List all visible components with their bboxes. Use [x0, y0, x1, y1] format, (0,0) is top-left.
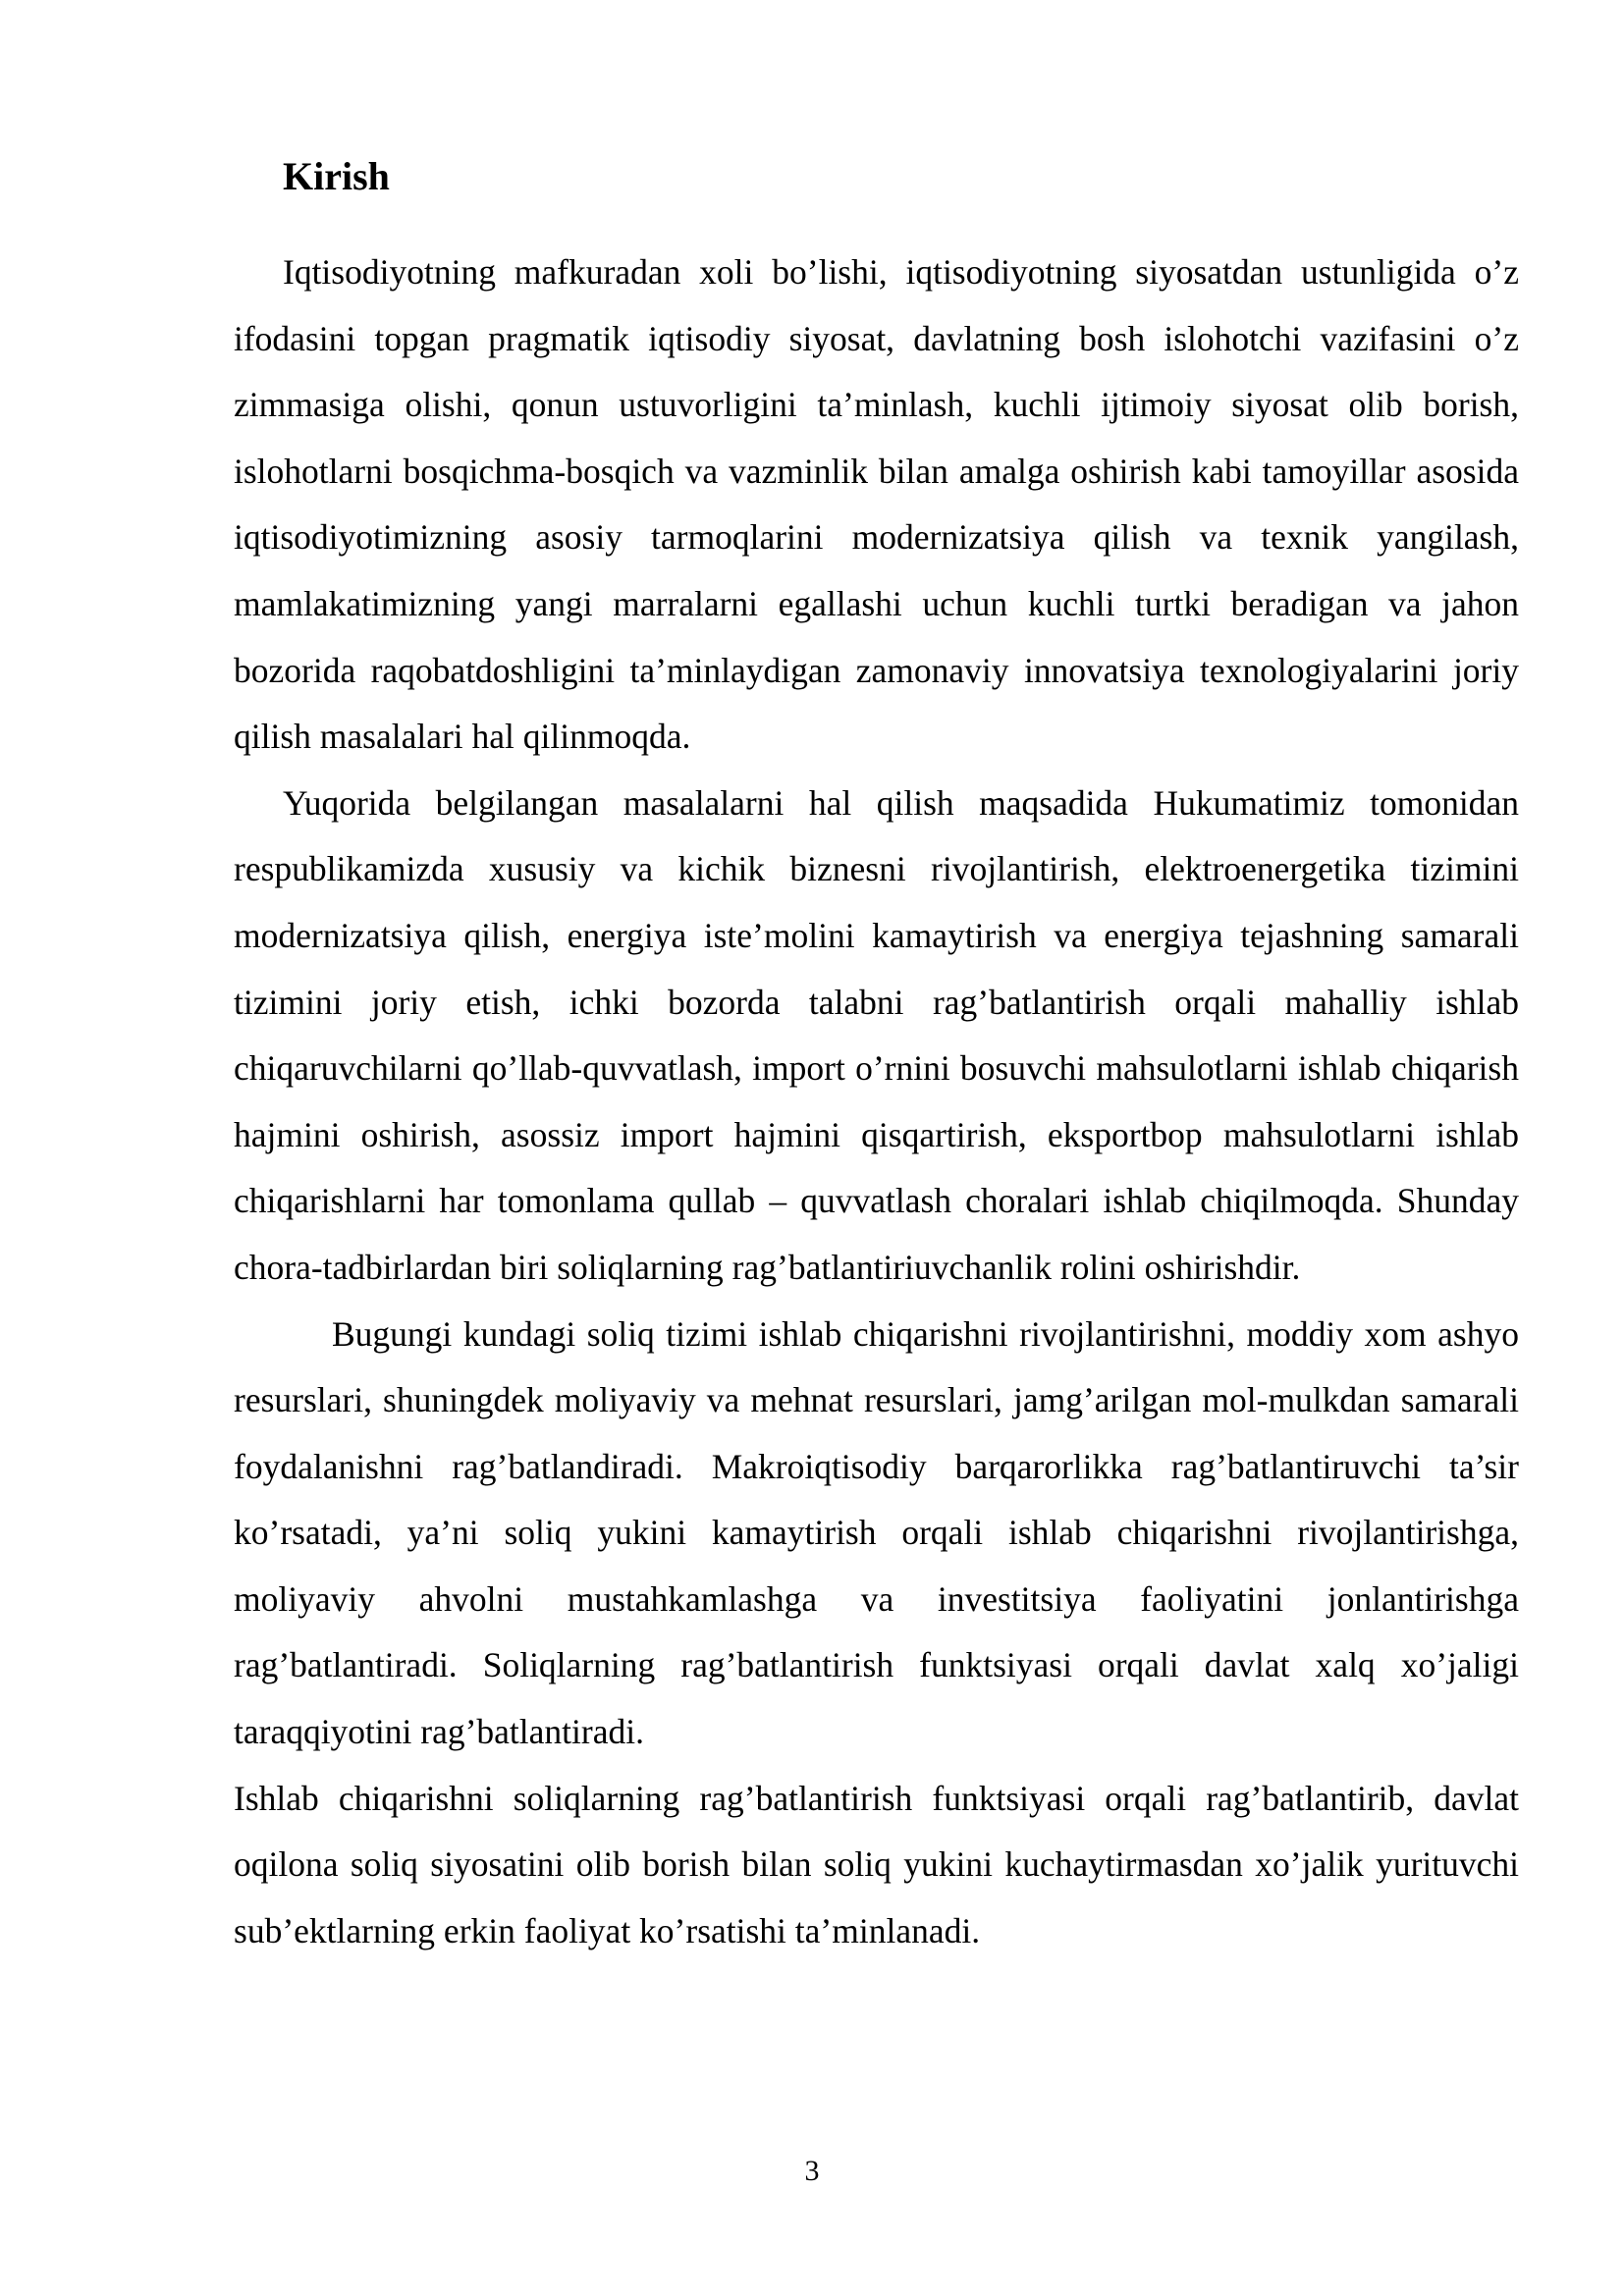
paragraph-conclusion: Ishlab chiqarishni soliqlarning rag’batlantirish funktsiyasi orqali rag’batlantirib, davlat oqilona soliq siyosatini olib borish bilan soliq yukini kuchaytirmasdan xo’jalik yurituvchi sub’ektlarning erkin faoliyat ko’rsatishi ta’minlanadi.: [234, 1778, 1519, 1950]
paragraph-government-measures: Yuqorida belgilangan masalalarni hal qilish maqsadida Hukumatimiz tomonidan respublikamizda xususiy va kichik biznesni rivojlantirish, elektroenergetika tizimini modernizatsiya qilish, energiya iste’molini kamaytirish va energiya tejashning samarali tizimini joriy etish, ichki bozorda talabni rag’batlantirish orqali mahalliy ishlab chiqaruvchilarni qo’llab-quvvatlash, import o’rnini bosuvchi mahsulotlarni ishlab chiqarish hajmini oshirish, asossiz import hajmini qisqartirish, eksportbop mahsulotlarni ishlab chiqarishlarni har tomonlama qullab – quvvatlash choralari ishlab chiqilmoqda. Shunday chora-tadbirlardan biri soliqlarning rag’batlantiriuvchanlik rolini oshirishdir.: [234, 782, 1519, 1287]
section-heading: Kirish: [283, 154, 390, 198]
body-text: [234, 240, 1519, 1964]
paragraph-tax-system: Bugungi kundagi soliq tizimi ishlab chiqarishni rivojlantirishni, moddiy xom ashyo resurslari, shuningdek moliyaviy va mehnat resurslari, jamg’arilgan mol-mulkdan samarali foydalanishni rag’batlandiradi. Makroiqtisodiy barqarorlikka rag’batlantiruvchi ta’sir ko’rsatadi, ya’ni soliq yukini kamaytirish orqali ishlab chiqarishni rivojlantirishga, moliyaviy ahvolni mustahkamlashga va investitsiya faoliyatini jonlantirishga rag’batlantiradi. Soliqlarning rag’batlantirish funktsiyasi orqali davlat xalq xo’jaligi taraqqiyotini rag’batlantiradi.: [234, 1313, 1519, 1752]
paragraph-intro: Iqtisodiyotning mafkuradan xoli bo’lishi, iqtisodiyotning siyosatdan ustunligida o’z ifodasini topgan pragmatik iqtisodiy siyosat, davlatning bosh islohotchi vazifasini o’z zimmasiga olishi, qonun ustuvorligini ta’minlash, kuchli ijtimoiy siyosat olib borish, islohotlarni bosqichma-bosqich va vazminlik bilan amalga oshirish kabi tamoyillar asosida iqtisodiyotimizning asosiy tarmoqlarini modernizatsiya qilish va texnik yangilash, mamlakatimizning yangi marralarni egallashi uchun kuchli turtki beradigan va jahon bozorida raqobatdoshligini ta’minlaydigan zamonaviy innovatsiya texnologiyalarini joriy qilish masalalari hal qilinmoqda.: [234, 252, 1519, 757]
page-number: 3: [804, 2155, 820, 2187]
